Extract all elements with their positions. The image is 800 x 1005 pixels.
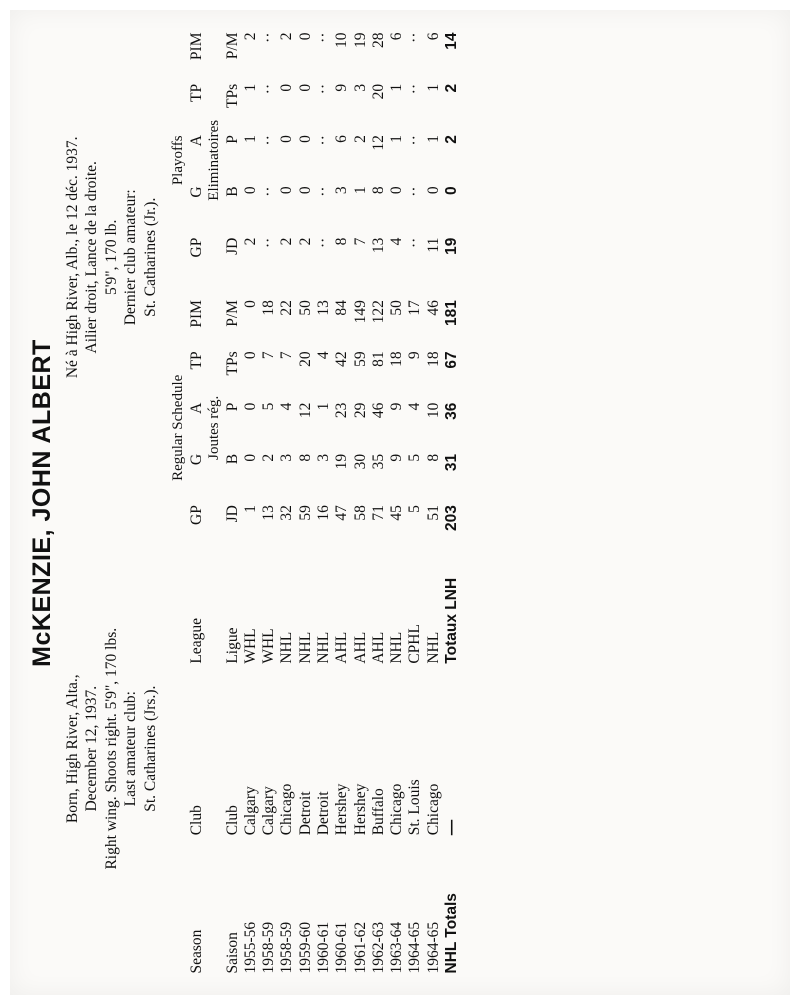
row-season: 1964-65: [406, 921, 424, 973]
totals-po-a: 2: [442, 134, 460, 144]
row-po-pim: 6: [388, 32, 406, 40]
bio-fr-line-1: Né à High River, Alb., le 12 déc. 1937.: [64, 135, 81, 378]
row-reg-gp: 16: [314, 504, 332, 521]
bio-fr-line-4: Dernier club amateur:: [122, 188, 140, 325]
col-season-en: Season: [187, 929, 205, 973]
col-reg-pim-fr: P/M: [223, 299, 241, 327]
row-club: Detroit: [314, 790, 332, 835]
row-league: NHL: [424, 631, 442, 664]
row-season: 1964-65: [424, 921, 442, 973]
row-reg-tp: 59: [351, 350, 369, 367]
row-reg-pim: 50: [388, 299, 406, 316]
row-po-a: ··: [314, 134, 332, 145]
row-po-tp: 0: [296, 83, 314, 92]
row-po-a: 2: [351, 134, 369, 143]
row-po-gp: ··: [314, 237, 332, 248]
row-po-a: 6: [333, 134, 351, 143]
row-reg-tp: 20: [296, 350, 314, 367]
col-reg-gp-fr: JD: [223, 504, 241, 522]
bio-fr-line-3: 5'9", 170 lb.: [102, 219, 120, 295]
table-row: [278, 30, 296, 975]
row-reg-tp: 0: [241, 350, 259, 359]
row-reg-g: 19: [333, 453, 351, 469]
col-reg-gp-en: GP: [187, 504, 205, 525]
row-reg-gp: 47: [333, 504, 351, 521]
row-reg-pim: 0: [241, 299, 259, 308]
row-league: WHL: [241, 627, 259, 664]
group-header-regular-fr: Joutes rég.: [205, 395, 222, 460]
row-po-tp: 3: [351, 83, 369, 92]
table-row: [242, 30, 260, 975]
row-club: St. Louis: [406, 778, 424, 835]
row-po-a: 1: [388, 134, 406, 143]
row-po-tp: ··: [406, 83, 424, 94]
row-reg-pim: 46: [424, 299, 442, 316]
row-po-g: 0: [296, 185, 314, 194]
row-reg-a: 10: [424, 402, 442, 418]
column-header-english-row: [188, 30, 206, 975]
row-po-tp: 0: [278, 83, 296, 92]
row-po-gp: 2: [241, 237, 259, 245]
row-reg-tp: 9: [406, 350, 424, 359]
row-po-gp: 7: [351, 237, 369, 245]
bio-en-line-2: December 12, 1937.: [83, 685, 101, 812]
row-reg-gp: 58: [351, 504, 369, 521]
row-club: Buffalo: [369, 787, 387, 835]
row-league: CPHL: [406, 623, 424, 664]
row-po-pim: 2: [241, 32, 259, 40]
row-po-pim: 0: [296, 32, 314, 40]
totals-po-pim: 14: [442, 32, 460, 50]
row-po-a: 1: [241, 134, 259, 143]
row-po-g: 3: [333, 185, 351, 194]
totals-reg-g: 31: [442, 453, 460, 471]
row-reg-g: 3: [314, 453, 332, 462]
row-reg-gp: 59: [296, 504, 314, 521]
row-po-tp: 1: [424, 83, 442, 92]
row-league: AHL: [369, 631, 387, 664]
row-reg-a: 4: [406, 402, 424, 410]
row-reg-tp: 42: [333, 350, 351, 367]
row-reg-gp: 13: [260, 504, 278, 521]
table-row: [388, 30, 406, 975]
row-season: 1959-60: [296, 921, 314, 973]
row-reg-a: 9: [388, 402, 406, 410]
row-club: Chicago: [388, 783, 406, 835]
totals-row: [443, 30, 461, 975]
row-reg-gp: 32: [278, 504, 296, 521]
row-po-g: ··: [314, 185, 332, 197]
row-league: NHL: [296, 631, 314, 664]
row-reg-pim: 18: [260, 299, 278, 316]
row-season: 1961-62: [351, 921, 369, 973]
col-reg-g-fr: B: [223, 453, 241, 464]
row-reg-tp: 81: [369, 350, 387, 367]
row-po-pim: 28: [369, 32, 387, 48]
table-row: [315, 30, 333, 975]
group-header-playoffs-en: Playoffs: [169, 134, 186, 185]
row-reg-a: 12: [296, 402, 314, 418]
table-row: [333, 30, 351, 975]
row-reg-a: 4: [278, 402, 296, 410]
table-row: [260, 30, 278, 975]
col-po-g-fr: B: [223, 185, 241, 197]
row-po-tp: ··: [260, 83, 278, 94]
row-reg-pim: 13: [314, 299, 332, 316]
group-header-french-row: [206, 30, 224, 975]
row-reg-g: 5: [406, 453, 424, 462]
col-po-pim-en: PIM: [187, 32, 205, 60]
group-header-english-row: [170, 30, 188, 975]
col-club-en: Club: [187, 804, 205, 835]
group-header-playoffs-fr: Eliminatoires: [205, 119, 222, 201]
column-header-french-row: [224, 30, 242, 975]
career-statistics-table: [170, 30, 461, 975]
row-po-a: 0: [296, 134, 314, 143]
group-header-regular-en: Regular Schedule: [169, 374, 186, 481]
row-season: 1963-64: [388, 921, 406, 973]
row-po-gp: ··: [260, 237, 278, 248]
row-league: NHL: [388, 631, 406, 664]
row-reg-pim: 84: [333, 299, 351, 316]
table-row: [406, 30, 424, 975]
biography-english: [63, 521, 160, 975]
row-club: Hershey: [351, 783, 369, 835]
col-reg-tp-en: TP: [187, 350, 205, 369]
totals-po-tp: 2: [442, 83, 460, 92]
row-po-a: ··: [260, 134, 278, 145]
row-po-gp: ··: [406, 237, 424, 248]
row-reg-g: 2: [260, 453, 278, 462]
col-reg-a-en: A: [187, 402, 205, 414]
bio-en-line-5: St. Catharines (Jrs.).: [141, 685, 159, 812]
row-reg-a: 5: [260, 402, 278, 410]
bio-en-line-1: Born, High River, Alta.,: [64, 673, 81, 823]
biography: [63, 30, 160, 975]
row-po-gp: 2: [278, 237, 296, 245]
totals-po-gp: 19: [442, 237, 460, 255]
row-po-pim: ··: [406, 32, 424, 43]
row-po-pim: 2: [278, 32, 296, 40]
row-reg-gp: 45: [388, 504, 406, 521]
row-club: Chicago: [278, 783, 296, 835]
row-po-tp: 20: [369, 83, 387, 99]
row-po-gp: 13: [369, 237, 387, 253]
col-po-g-en: G: [187, 185, 205, 198]
col-po-a-fr: P: [223, 134, 241, 144]
row-po-pim: 6: [424, 32, 442, 40]
row-po-gp: 8: [333, 237, 351, 245]
col-reg-pim-en: PIM: [187, 299, 205, 328]
table-row: [297, 30, 315, 975]
row-reg-g: 8: [296, 453, 314, 462]
bio-fr-line-5: St. Catharines (Jr.).: [141, 197, 159, 317]
row-po-g: 0: [388, 185, 406, 194]
bio-en-line-4: Last amateur club:: [122, 690, 140, 806]
row-po-a: 0: [278, 134, 296, 143]
row-reg-tp: 7: [278, 350, 296, 359]
row-reg-gp: 5: [406, 504, 424, 513]
row-reg-g: 0: [241, 453, 259, 462]
totals-po-g: 0: [442, 185, 460, 195]
row-reg-a: 0: [241, 402, 259, 410]
biography-french: [63, 30, 160, 484]
row-reg-g: 30: [351, 453, 369, 469]
row-po-g: 1: [351, 185, 369, 194]
row-reg-a: 29: [351, 402, 369, 418]
totals-reg-a: 36: [442, 402, 460, 420]
row-po-pim: ··: [314, 32, 332, 43]
col-club-fr: Club: [223, 804, 241, 835]
row-league: AHL: [333, 631, 351, 664]
col-league-fr: Ligue: [223, 627, 241, 664]
totals-label-fr: Totaux LNH: [442, 577, 460, 664]
row-club: Detroit: [296, 790, 314, 835]
totals-reg-gp: 203: [442, 504, 460, 531]
row-reg-pim: 17: [406, 299, 424, 316]
row-reg-a: 23: [333, 402, 351, 418]
row-reg-g: 9: [388, 453, 406, 462]
col-reg-a-fr: P: [223, 402, 241, 411]
row-club: Calgary: [260, 785, 278, 835]
row-season: 1962-63: [369, 921, 387, 973]
row-reg-g: 3: [278, 453, 296, 462]
player-name: McKENZIE, JOHN ALBERT: [28, 338, 56, 667]
bio-fr-line-2: Ailier droit, Lance de la droite.: [83, 160, 101, 353]
row-po-a: 12: [369, 134, 387, 151]
row-po-gp: 4: [388, 237, 406, 245]
row-po-g: 0: [424, 185, 442, 194]
row-reg-tp: 7: [260, 350, 278, 359]
row-club: Chicago: [424, 783, 442, 835]
row-reg-pim: 50: [296, 299, 314, 316]
row-reg-a: 1: [314, 402, 332, 410]
row-reg-gp: 71: [369, 504, 387, 521]
totals-dash: —: [442, 819, 460, 835]
row-season: 1955-56: [241, 921, 259, 973]
row-po-tp: 1: [388, 83, 406, 92]
row-po-g: 0: [278, 185, 296, 194]
row-season: 1958-59: [260, 921, 278, 973]
row-po-a: 1: [424, 134, 442, 143]
totals-reg-tp: 67: [442, 350, 460, 369]
row-season: 1960-61: [314, 921, 332, 973]
row-po-gp: 2: [296, 237, 314, 245]
row-po-tp: 1: [241, 83, 259, 92]
row-po-pim: 10: [333, 32, 351, 48]
row-league: WHL: [260, 627, 278, 664]
row-po-gp: 11: [424, 237, 442, 253]
col-reg-g-en: G: [187, 453, 205, 465]
row-club: Calgary: [241, 785, 259, 835]
row-reg-g: 8: [424, 453, 442, 462]
row-club: Hershey: [333, 783, 351, 835]
col-reg-tp-fr: TPs: [223, 350, 241, 375]
row-reg-gp: 51: [424, 504, 442, 521]
col-po-gp-en: GP: [187, 237, 205, 257]
row-reg-tp: 4: [314, 350, 332, 359]
col-season-fr: Saison: [223, 931, 241, 973]
bio-en-line-3: Right wing. Shoots right. 5'9", 170 lbs.: [102, 627, 120, 870]
row-reg-gp: 1: [241, 504, 259, 513]
table-row: [352, 30, 370, 975]
row-season: 1960-61: [333, 921, 351, 973]
table-row: [425, 30, 443, 975]
row-po-tp: ··: [314, 83, 332, 94]
row-reg-pim: 149: [351, 299, 369, 323]
col-po-pim-fr: P/M: [223, 32, 241, 59]
row-reg-g: 35: [369, 453, 387, 469]
row-league: NHL: [278, 631, 296, 664]
row-po-pim: ··: [260, 32, 278, 43]
totals-reg-pim: 181: [442, 299, 460, 326]
row-league: NHL: [314, 631, 332, 664]
totals-label-en: NHL Totals: [442, 892, 460, 973]
row-reg-tp: 18: [424, 350, 442, 367]
row-po-a: ··: [406, 134, 424, 145]
row-po-g: ··: [406, 185, 424, 197]
row-reg-a: 46: [369, 402, 387, 418]
row-reg-pim: 22: [278, 299, 296, 316]
row-po-tp: 9: [333, 83, 351, 92]
col-po-gp-fr: JD: [223, 237, 241, 255]
row-po-g: 8: [369, 185, 387, 194]
row-league: AHL: [351, 631, 369, 664]
row-po-pim: 19: [351, 32, 369, 48]
row-season: 1958-59: [278, 921, 296, 973]
col-po-tp-en: TP: [187, 83, 205, 102]
row-reg-tp: 18: [388, 350, 406, 367]
row-reg-pim: 122: [369, 299, 387, 323]
row-po-g: 0: [241, 185, 259, 194]
col-league-en: League: [187, 617, 205, 664]
col-po-tp-fr: TPs: [223, 83, 241, 108]
col-po-a-en: A: [187, 134, 205, 146]
table-row: [370, 30, 388, 975]
row-po-g: ··: [260, 185, 278, 197]
